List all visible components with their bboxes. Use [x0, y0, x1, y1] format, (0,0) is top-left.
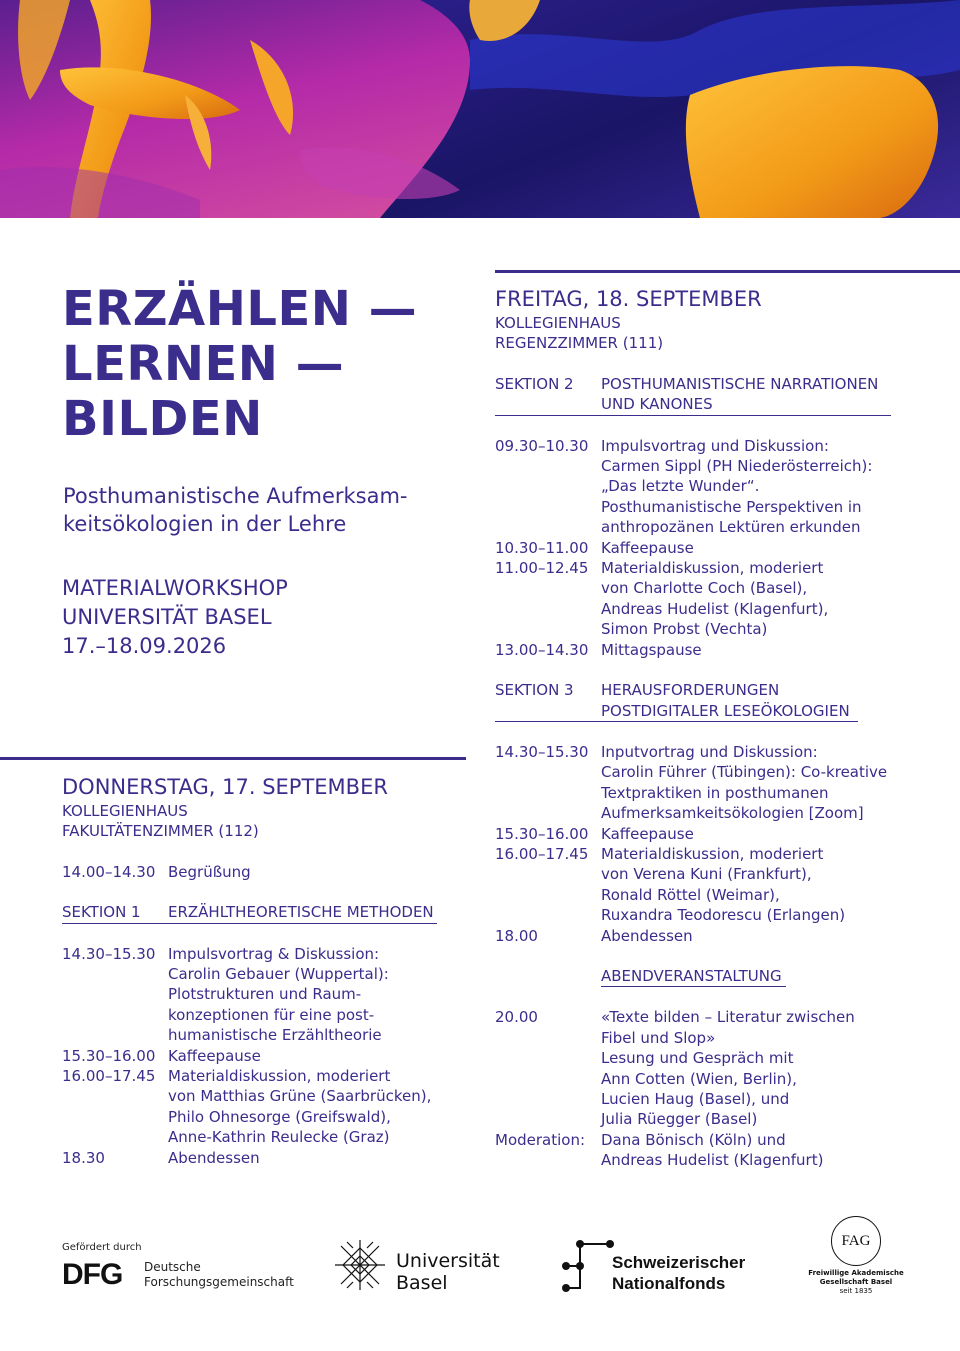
section-label: SEKTION 1	[62, 903, 141, 922]
schedule-time: 10.30–11.00	[495, 538, 589, 557]
fag-name-line: Gesellschaft Basel	[819, 1278, 893, 1286]
schedule-time: 14.30–15.30	[62, 944, 156, 963]
section-heading	[495, 680, 858, 722]
event-dates: 17.–18.09.2026	[62, 634, 227, 658]
schedule-line: Carolin Führer (Tübingen): Co-kreative	[601, 763, 888, 782]
schedule-time: 14.00–14.30	[62, 862, 156, 881]
schedule-line: von Matthias Grüne (Saarbrücken),	[168, 1087, 432, 1106]
schedule-row	[495, 640, 935, 660]
divider-rule	[0, 757, 466, 760]
day-heading: FREITAG, 18. SEPTEMBER	[495, 287, 762, 311]
section-title-line: POSTDIGITALER LESEÖKOLOGIEN	[601, 701, 850, 720]
schedule-line: Fibel und Slop»	[601, 1028, 716, 1047]
snf-network-icon	[560, 1236, 616, 1300]
title-line: ERZÄHLEN —	[62, 281, 418, 337]
dfg-name	[144, 1260, 294, 1290]
schedule-time: 18.30	[62, 1148, 105, 1167]
fag-logo: FAG	[831, 1216, 881, 1266]
unibas-name	[396, 1250, 500, 1294]
venue-room: REGENZZIMMER (111)	[495, 334, 664, 353]
schedule-row	[495, 742, 935, 824]
schedule-time: 16.00–17.45	[495, 844, 589, 863]
schedule-text	[601, 824, 935, 844]
thursday-program	[62, 774, 462, 1168]
schedule-text	[601, 436, 935, 538]
schedule-row	[495, 926, 935, 946]
schedule-row	[62, 944, 462, 1046]
schedule-line: Impulsvortrag und Diskussion:	[601, 436, 829, 455]
section-heading	[495, 374, 891, 416]
schedule-line: Julia Rüegger (Basel)	[601, 1110, 758, 1129]
schedule-line: Mittagspause	[601, 640, 702, 659]
dfg-logo: DFG	[62, 1258, 123, 1291]
schedule-line: Abendessen	[601, 926, 693, 945]
schedule-line: Inputvortrag und Diskussion:	[601, 742, 818, 761]
snf-name-line: Schweizerischer	[612, 1253, 746, 1272]
schedule-row	[495, 824, 935, 844]
schedule-text	[601, 558, 935, 640]
schedule-line: Ruxandra Teodorescu (Erlangen)	[601, 906, 846, 925]
venue-room: FAKULTÄTENZIMMER (112)	[62, 822, 259, 841]
snf-name-line: Nationalfonds	[612, 1274, 726, 1293]
snf-name	[612, 1252, 745, 1294]
schedule-text	[601, 1130, 935, 1171]
schedule-line: Materialdiskussion, moderiert	[601, 559, 824, 578]
fag-name	[806, 1269, 906, 1296]
schedule-line: Philo Ohnesorge (Greifswald),	[168, 1107, 391, 1126]
schedule-line: Andreas Hudelist (Klagenfurt),	[601, 599, 829, 618]
section-title-line: UND KANONES	[601, 395, 713, 414]
sponsor-logos	[0, 1220, 960, 1320]
schedule-row	[495, 844, 935, 926]
schedule-line: Kaffeepause	[168, 1046, 261, 1065]
section-title	[601, 680, 850, 721]
schedule-text	[601, 926, 935, 946]
poster-subtitle	[63, 482, 408, 538]
schedule-text	[168, 944, 462, 1046]
schedule-line: Ronald Röttel (Weimar),	[601, 885, 780, 904]
venue-building: KOLLEGIENHAUS	[62, 802, 188, 820]
schedule-time: 16.00–17.45	[62, 1067, 156, 1086]
schedule-row	[495, 436, 935, 538]
schedule-line: Abendessen	[168, 1148, 260, 1167]
subtitle-line: Posthumanistische Aufmerksam-	[63, 484, 408, 508]
subtitle-line: keitsökologien in der Lehre	[63, 512, 347, 536]
dfg-name-line: Forschungsgemeinschaft	[144, 1275, 294, 1289]
schedule-time: 11.00–12.45	[495, 559, 589, 578]
schedule-line: Carmen Sippl (PH Niederösterreich):	[601, 457, 873, 476]
section-label: SEKTION 2	[495, 374, 574, 393]
schedule-row	[495, 538, 935, 558]
section-heading	[62, 902, 437, 923]
schedule-line: Andreas Hudelist (Klagenfurt)	[601, 1151, 824, 1170]
schedule-time: Moderation:	[495, 1130, 586, 1149]
section-title: ABENDVERANSTALTUNG	[601, 966, 786, 987]
evening-heading	[495, 966, 786, 987]
schedule-line: Materialdiskussion, moderiert	[168, 1067, 391, 1086]
fag-name-line: Freiwillige Akademische	[808, 1269, 904, 1277]
section-label: SEKTION 3	[495, 681, 574, 700]
schedule-row	[62, 862, 462, 882]
schedule-line: von Charlotte Coch (Basel),	[601, 579, 808, 598]
schedule-text	[601, 742, 935, 824]
fag-name-line: seit 1835	[839, 1287, 873, 1295]
title-line: BILDEN	[62, 391, 263, 447]
schedule-text	[601, 640, 935, 660]
schedule-time: 15.30–16.00	[62, 1046, 156, 1065]
schedule-line: Posthumanistische Perspektiven in	[601, 497, 862, 516]
schedule-row	[62, 1046, 462, 1066]
schedule-row	[495, 1130, 935, 1171]
section-title: ERZÄHLTHEORETISCHE METHODEN	[168, 903, 434, 922]
schedule-line: «Texte bilden – Literatur zwischen	[601, 1008, 855, 1027]
schedule-line: Kaffeepause	[601, 824, 694, 843]
schedule-text	[168, 1066, 462, 1148]
section-title-line: POSTHUMANISTISCHE NARRATIONEN	[601, 374, 879, 393]
schedule-line: anthropozänen Lektüren erkunden	[601, 518, 861, 537]
unibas-name-line: Universität	[396, 1250, 500, 1272]
schedule-time: 09.30–10.30	[495, 436, 589, 455]
schedule-line: Plotstrukturen und Raum-	[168, 985, 362, 1004]
schedule-line: von Verena Kuni (Frankfurt),	[601, 865, 812, 884]
schedule-line: Lucien Haug (Basel), und	[601, 1090, 790, 1108]
event-type: MATERIALWORKSHOP	[62, 576, 288, 600]
schedule-line: Simon Probst (Vechta)	[601, 620, 768, 639]
header-banner-image	[0, 0, 960, 218]
schedule-text	[601, 538, 935, 558]
schedule-text	[601, 844, 935, 926]
funded-by-label: Gefördert durch	[62, 1242, 142, 1253]
unibas-name-line: Basel	[396, 1272, 448, 1294]
dfg-name-line: Deutsche	[144, 1260, 201, 1274]
schedule-line: Carolin Gebauer (Wuppertal):	[168, 965, 389, 984]
schedule-row	[495, 558, 935, 640]
unibas-emblem-icon	[333, 1238, 387, 1296]
title-line: LERNEN —	[62, 336, 345, 392]
schedule-line: Materialdiskussion, moderiert	[601, 844, 824, 863]
divider-rule	[495, 270, 960, 273]
event-venue: UNIVERSITÄT BASEL	[62, 605, 272, 629]
poster-title	[62, 282, 417, 447]
schedule-time: 15.30–16.00	[495, 824, 589, 843]
schedule-time: 20.00	[495, 1008, 538, 1027]
schedule-line: Dana Bönisch (Köln) und	[601, 1130, 786, 1149]
schedule-line: Lesung und Gespräch mit	[601, 1049, 794, 1068]
schedule-text: Begrüßung	[168, 862, 251, 881]
schedule-line: konzeptionen für eine post-	[168, 1005, 375, 1024]
schedule-line: humanistische Erzähltheorie	[168, 1026, 382, 1045]
schedule-line: Kaffeepause	[601, 538, 694, 557]
day-heading: DONNERSTAG, 17. SEPTEMBER	[62, 775, 388, 799]
schedule-time: 13.00–14.30	[495, 640, 589, 659]
friday-program	[495, 286, 935, 1171]
section-title-line: HERAUSFORDERUNGEN	[601, 681, 780, 700]
schedule-line: Impulsvortrag & Diskussion:	[168, 944, 380, 963]
schedule-text	[168, 1148, 462, 1168]
schedule-line: Textpraktiken in posthumanen	[601, 783, 829, 802]
schedule-line: Anne-Kathrin Reulecke (Graz)	[168, 1128, 390, 1147]
schedule-line: Ann Cotten (Wien, Berlin),	[601, 1069, 797, 1088]
schedule-row	[495, 1007, 935, 1129]
schedule-time: 14.30–15.30	[495, 742, 589, 761]
schedule-line: Aufmerksamkeitsökologien [Zoom]	[601, 804, 864, 823]
schedule-text	[168, 1046, 462, 1066]
schedule-line: „Das letzte Wunder“.	[601, 477, 760, 496]
schedule-row	[62, 1066, 462, 1148]
schedule-row	[62, 1148, 462, 1168]
event-info	[62, 574, 288, 661]
section-title	[601, 374, 878, 415]
schedule-text	[601, 1007, 935, 1129]
schedule-time: 18.00	[495, 926, 538, 945]
venue-building: KOLLEGIENHAUS	[495, 314, 621, 332]
